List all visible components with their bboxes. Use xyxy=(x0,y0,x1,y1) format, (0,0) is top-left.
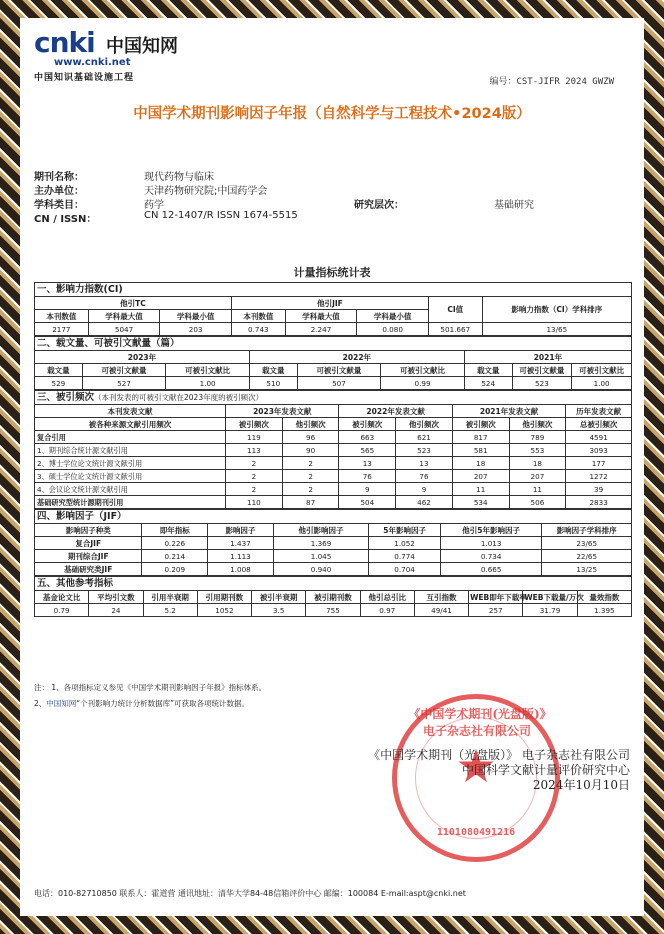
citation-cell: 13 xyxy=(396,457,453,470)
report-page xyxy=(20,18,644,916)
other-col: 引用半衰期 xyxy=(143,591,197,604)
seal-star-icon: ★ xyxy=(455,739,497,793)
volume-cell: 523 xyxy=(512,377,572,390)
jif-cell: 1.113 xyxy=(208,550,274,563)
volume-col: 可被引文献量 xyxy=(512,364,572,377)
citation-cell: 2 xyxy=(282,470,339,483)
citation-cell: 2 xyxy=(226,470,283,483)
citation-cell: 663 xyxy=(339,431,396,444)
ci-cell: 5047 xyxy=(88,323,160,336)
note-2 xyxy=(34,696,266,712)
stats-table-title: 计量指标统计表 xyxy=(293,266,371,279)
citation-sub: 被引频次 xyxy=(339,418,396,431)
citation-sub: 他引频次 xyxy=(509,418,566,431)
volume-col: 载文量 xyxy=(464,364,512,377)
citation-sub: 他引频次 xyxy=(282,418,339,431)
note-2-text: “个刊影响力统计分析数据库”可获取各项统计数据。 xyxy=(76,699,250,708)
citation-h2: 被各种来源文献引用频次 xyxy=(35,418,226,431)
jif-cell: 复合JIF xyxy=(35,537,142,550)
notes xyxy=(34,680,266,712)
jif-col: 影响因子种类 xyxy=(35,524,142,537)
ci-col: 学科最小值 xyxy=(357,310,429,323)
volume-cell: 529 xyxy=(35,377,83,390)
jif-cell: 0.774 xyxy=(369,550,441,563)
other-col: 被引期刊数 xyxy=(306,591,360,604)
volume-year: 2023年 xyxy=(35,351,250,364)
jif-col: 即年指标 xyxy=(142,524,208,537)
jif-row xyxy=(35,563,632,576)
volume-col: 可被引文献比 xyxy=(381,364,465,377)
stats-tables xyxy=(34,282,632,617)
other-col: 量效指数 xyxy=(577,591,631,604)
citation-cell: 4591 xyxy=(566,431,632,444)
citation-cell: 11 xyxy=(509,483,566,496)
jif-cell: 1.045 xyxy=(273,550,369,563)
ci-col: 本刊数值 xyxy=(35,310,89,323)
other-cell: 755 xyxy=(306,604,360,617)
jif-col: 他引影响因子 xyxy=(273,524,369,537)
other-col: 基金论文比 xyxy=(35,591,89,604)
citation-sub: 总被引频次 xyxy=(566,418,632,431)
section-3-note: （本刊发表的可被引文献在2023年度的被引频次） xyxy=(94,393,264,402)
ci-col: 本刊数值 xyxy=(231,310,285,323)
jif-cell: 1.437 xyxy=(208,537,274,550)
sponsor-label: 主办单位： xyxy=(34,186,84,197)
citation-row-label: 基础研究型统计源期刊引用 xyxy=(35,496,226,509)
citation-row xyxy=(35,431,632,444)
volume-cell: 1.00 xyxy=(572,377,632,390)
volume-year: 2021年 xyxy=(464,351,631,364)
citation-cell: 9 xyxy=(339,483,396,496)
volume-table xyxy=(34,350,632,390)
other-cell: 3.5 xyxy=(252,604,306,617)
other-indicators-table xyxy=(34,590,632,617)
jif-cell: 0.214 xyxy=(142,550,208,563)
jif-header-row xyxy=(35,524,632,537)
citation-cell: 534 xyxy=(452,496,509,509)
ci-cell: 13/65 xyxy=(482,323,631,336)
section-3-label: 三、被引频次 xyxy=(37,392,95,403)
logo-brand-cn: 中国知网 xyxy=(106,36,178,57)
other-col: 互引指数 xyxy=(414,591,468,604)
citation-sub: 被引频次 xyxy=(226,418,283,431)
report-title: 中国学术期刊影响因子年报（自然科学与工程技术•2024版） xyxy=(133,106,531,122)
citation-row xyxy=(35,470,632,483)
citation-cell: 207 xyxy=(452,470,509,483)
citation-cell: 581 xyxy=(452,444,509,457)
ci-table xyxy=(34,296,632,336)
other-cell: 24 xyxy=(89,604,143,617)
jif-cell: 0.226 xyxy=(142,537,208,550)
section-3-title xyxy=(34,390,632,404)
signature-block xyxy=(368,748,630,793)
jif-col: 他引5年影响因子 xyxy=(440,524,541,537)
citation-row-label: 复合引用 xyxy=(35,431,226,444)
citation-cell: 3093 xyxy=(566,444,632,457)
section-5-title: 五、其他参考指标 xyxy=(34,576,632,590)
ci-cell: 2177 xyxy=(35,323,89,336)
ci-col: 学科最小值 xyxy=(160,310,232,323)
citation-row-label: 4、会议论文统计源文献引用 xyxy=(35,483,226,496)
citation-cell: 2833 xyxy=(566,496,632,509)
logo-subtitle: 中国知识基础设施工程 xyxy=(34,73,135,83)
other-header-row xyxy=(35,591,632,604)
level-value: 基础研究 xyxy=(494,200,534,211)
level-label: 研究层次： xyxy=(354,200,404,211)
citation-cell: 2 xyxy=(282,483,339,496)
citation-cell: 2 xyxy=(226,457,283,470)
other-col: 引用期刊数 xyxy=(197,591,251,604)
volume-col: 载文量 xyxy=(35,364,83,377)
citation-cell: 18 xyxy=(452,457,509,470)
other-cell: 5.2 xyxy=(143,604,197,617)
jif-cell: 0.665 xyxy=(440,563,541,576)
volume-cell: 507 xyxy=(297,377,381,390)
volume-col: 可被引文献比 xyxy=(572,364,632,377)
section-1-title: 一、影响力指数(CI) xyxy=(34,282,632,296)
contact-footer: 电话：010-82710850 联系人：霍道营 通讯地址：清华大学84-48信箱评价中心 邮编：100084 E-mail:aspt@cnki.net xyxy=(34,889,466,898)
citation-cell: 2 xyxy=(226,483,283,496)
ci-cell: 203 xyxy=(160,323,232,336)
citation-cell: 817 xyxy=(452,431,509,444)
jif-row xyxy=(35,550,632,563)
report-code: 编号：CST-JIFR 2024 GWZW xyxy=(489,77,614,87)
ci-tc-header: 他引TC xyxy=(35,297,232,310)
ci-jif-header: 他引JIF xyxy=(231,297,428,310)
volume-col: 可被引文献量 xyxy=(297,364,381,377)
citation-cell: 18 xyxy=(509,457,566,470)
ci-rank-header: 影响力指数（CI）学科排序 xyxy=(482,297,631,323)
volume-cell: 1.00 xyxy=(166,377,250,390)
jif-cell: 0.940 xyxy=(273,563,369,576)
jif-cell: 0.734 xyxy=(440,550,541,563)
citation-table xyxy=(34,404,632,509)
citation-cell: 9 xyxy=(396,483,453,496)
citation-cell: 96 xyxy=(282,431,339,444)
journal-name: 现代药物与临床 xyxy=(144,172,214,183)
jif-cell: 1.008 xyxy=(208,563,274,576)
citation-cell: 523 xyxy=(396,444,453,457)
jif-col: 5年影响因子 xyxy=(369,524,441,537)
citation-rows xyxy=(35,431,632,509)
volume-cell: 527 xyxy=(82,377,166,390)
volume-col: 载文量 xyxy=(249,364,297,377)
citation-cell: 462 xyxy=(396,496,453,509)
jif-col: 影响因子 xyxy=(208,524,274,537)
citation-cell: 113 xyxy=(226,444,283,457)
jif-row xyxy=(35,537,632,550)
volume-col: 可被引文献量 xyxy=(82,364,166,377)
ci-values-row xyxy=(35,323,632,336)
citation-year: 2021年发表文献 xyxy=(452,405,565,418)
citation-cell: 39 xyxy=(566,483,632,496)
ci-col: 学科最大值 xyxy=(285,310,357,323)
citation-cell: 177 xyxy=(566,457,632,470)
citation-cell: 119 xyxy=(226,431,283,444)
volume-cell: 510 xyxy=(249,377,297,390)
other-col: 平均引文数 xyxy=(89,591,143,604)
citation-cell: 76 xyxy=(339,470,396,483)
other-col: WEB下载量/万次 xyxy=(524,592,584,602)
ci-cell: 0.080 xyxy=(357,323,429,336)
ci-cell: 501.667 xyxy=(428,323,482,336)
citation-year: 2022年发表文献 xyxy=(339,405,452,418)
sign-center: 中国科学文献计量评价研究中心 xyxy=(461,763,630,777)
ci-cell: 0.743 xyxy=(231,323,285,336)
citation-row xyxy=(35,496,632,509)
other-cell: 0.79 xyxy=(35,604,89,617)
jif-cell: 1.369 xyxy=(273,537,369,550)
logo-brand: cnki xyxy=(34,26,95,59)
citation-cell: 76 xyxy=(396,470,453,483)
jif-cell: 1.052 xyxy=(369,537,441,550)
subject-value: 药学 xyxy=(144,200,164,211)
jif-cell: 22/65 xyxy=(542,550,632,563)
citation-cell: 90 xyxy=(282,444,339,457)
note-2-prefix: 2、 xyxy=(34,699,47,708)
citation-sub: 他引频次 xyxy=(396,418,453,431)
citation-cell: 565 xyxy=(339,444,396,457)
other-col: WEB即年下载率 xyxy=(470,592,527,602)
volume-cell: 0.99 xyxy=(381,377,465,390)
citation-cell: 11 xyxy=(452,483,509,496)
sponsor-value: 天津药物研究院;中国药学会 xyxy=(144,186,268,197)
cnki-logo xyxy=(34,26,194,86)
cnki-link[interactable]: 中国知网 xyxy=(46,699,77,708)
citation-row-label: 3、硕士学位论文统计源文献引用 xyxy=(35,470,226,483)
other-col: 被引半衰期 xyxy=(252,591,306,604)
jif-cell: 13/25 xyxy=(542,563,632,576)
citation-cell: 621 xyxy=(396,431,453,444)
jif-cell: 1.013 xyxy=(440,537,541,550)
other-cell: 1.395 xyxy=(577,604,631,617)
volume-col: 可被引文献比 xyxy=(166,364,250,377)
other-values-row xyxy=(35,604,632,617)
other-cell: 31.79 xyxy=(523,604,577,617)
jif-cell: 0.704 xyxy=(369,563,441,576)
jif-table xyxy=(34,523,632,576)
issn-label: CN / ISSN： xyxy=(34,214,97,225)
citation-row-label: 2、博士学位论文统计源文献引用 xyxy=(35,457,226,470)
citation-cell: 1272 xyxy=(566,470,632,483)
citation-cell: 110 xyxy=(226,496,283,509)
ci-cell: 2.247 xyxy=(285,323,357,336)
sign-date: 2024年10月10日 xyxy=(532,778,630,792)
citation-cell: 789 xyxy=(509,431,566,444)
citation-cell: 13 xyxy=(339,457,396,470)
citation-cell: 504 xyxy=(339,496,396,509)
citation-row xyxy=(35,444,632,457)
jif-col: 影响因子学科排序 xyxy=(542,524,632,537)
note-1: 注： 1、各项指标定义参见《中国学术期刊影响因子年报》指标体系。 xyxy=(34,683,267,692)
section-2-title: 二、载文量、可被引文献量（篇） xyxy=(34,336,632,350)
citation-row xyxy=(35,483,632,496)
jif-cell: 23/65 xyxy=(542,537,632,550)
citation-cell: 2 xyxy=(282,457,339,470)
issn-value: CN 12-1407/R ISSN 1674-5515 xyxy=(144,210,298,221)
citation-h1: 本刊发表文献 xyxy=(35,405,226,418)
citation-hist: 历年发表文献 xyxy=(566,405,632,418)
jif-cell: 基础研究类JIF xyxy=(35,563,142,576)
seal-number: 1101080491216 xyxy=(436,827,516,838)
subject-label: 学科类目： xyxy=(34,200,84,211)
citation-row xyxy=(35,457,632,470)
journal-label: 期刊名称： xyxy=(34,172,84,183)
ci-col: 学科最大值 xyxy=(88,310,160,323)
citation-cell: 207 xyxy=(509,470,566,483)
citation-cell: 553 xyxy=(509,444,566,457)
sign-publisher: 《中国学术期刊（光盘版）》 电子杂志社有限公司 xyxy=(368,748,630,762)
citation-row-label: 1、期刊综合统计源文献引用 xyxy=(35,444,226,457)
other-cell: 49/41 xyxy=(414,604,468,617)
section-4-title: 四、影响因子（JIF） xyxy=(34,509,632,523)
citation-cell: 506 xyxy=(509,496,566,509)
jif-cell: 期刊综合JIF xyxy=(35,550,142,563)
other-col: 他引总引比 xyxy=(360,591,414,604)
jif-rows xyxy=(35,537,632,576)
other-cell: 1052 xyxy=(197,604,251,617)
ci-value-header: CI值 xyxy=(428,297,482,323)
citation-sub: 被引频次 xyxy=(452,418,509,431)
citation-year: 2023年发表文献 xyxy=(226,405,339,418)
volume-year: 2022年 xyxy=(249,351,464,364)
other-cell: 0.97 xyxy=(360,604,414,617)
volume-cell: 524 xyxy=(464,377,512,390)
volume-values-row xyxy=(35,377,632,390)
citation-cell: 87 xyxy=(282,496,339,509)
seal-text: 《中国学术期刊(光盘版)》电子杂志社有限公司 xyxy=(408,707,546,738)
jif-cell: 0.209 xyxy=(142,563,208,576)
other-cell: 257 xyxy=(469,604,523,617)
journal-info xyxy=(34,168,634,224)
logo-url: www.cnki.net xyxy=(54,57,131,68)
